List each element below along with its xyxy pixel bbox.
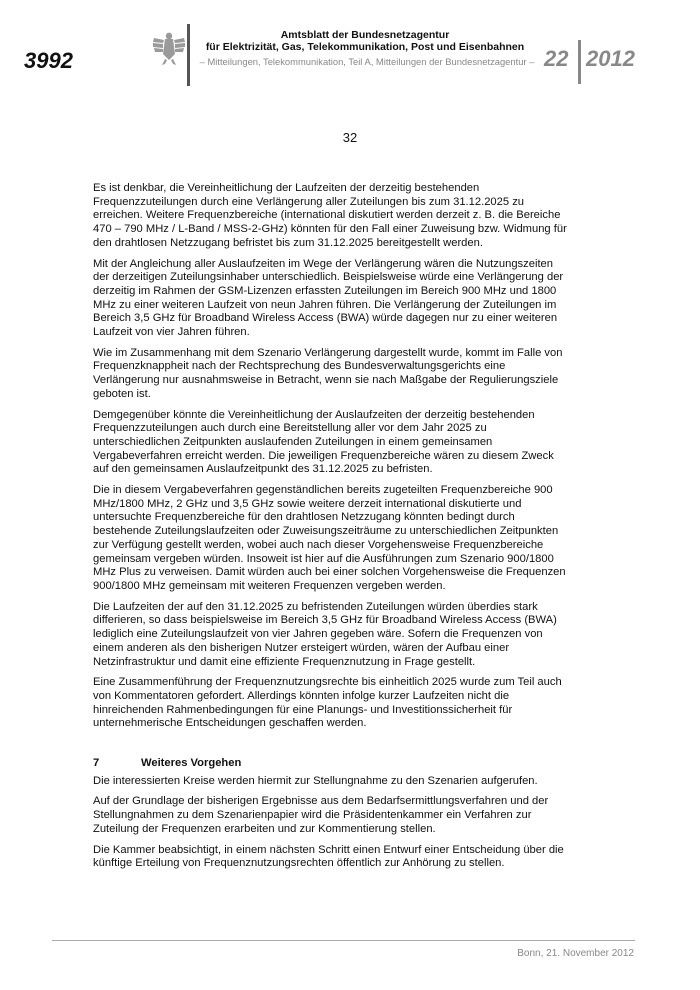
journal-subtitle: für Elektrizität, Gas, Telekommunikation, Post und Eisenbahnen xyxy=(205,41,525,53)
section-title: Weiteres Vorgehen xyxy=(141,757,242,770)
issue-number: 22 xyxy=(544,46,569,71)
issue-divider xyxy=(578,40,581,84)
paragraph: Demgegenüber könnte die Vereinheitlichung der Auslaufzeiten der derzeitig bestehenden Frequenzzuteilungen auch durch eine Bereitstellung aller vor dem Jahr 2025 zu unterschiedlichen Zeitpunkten auslaufenden Zuteilungen in einem gemeinsamen Vergabeverfahren erreicht werden. Die jeweiligen Frequenzbereiche wären zu diesem Zweck auf den gemeinsamen Auslaufzeitpunkt des 31.12.2025 zu befristen. xyxy=(93,408,554,476)
footer-place-date: Bonn, 21. November 2012 xyxy=(517,948,634,959)
document-body xyxy=(93,182,571,878)
paragraph: Auf der Grundlage der bisherigen Ergebnisse aus dem Bedarfsermittlungsverfahren und der Stellungnahmen zu dem Szenarienpapier wird die Präsidentenkammer ein Verfahren zur Zuteilung der Frequenzen erarbeiten und zur Kommentierung stellen. xyxy=(93,795,549,835)
paragraph: Wie im Zusammenhang mit dem Szenario Verlängerung dargestellt wurde, kommt im Falle von Frequenzknappheit nach der Rechtsprechung des Bundesverwaltungsgerichts eine Verlängerung nur ausnahmsweise in Betracht, wenn sie nach Maßgabe der Regulierungsziele geboten ist. xyxy=(93,346,563,400)
document-page-number: 32 xyxy=(342,130,358,145)
paragraph: Eine Zusammenführung der Frequenznutzungsrechte bis einheitlich 2025 wurde zum Teil auch von Kommentatoren gefordert. Allerdings könnten infolge kurzer Laufzeiten nicht die hinreichenden Rahmenbedingungen für eine Planungs- und Investitionssicherheit für unternehmerische Entscheidungen geschaffen werden. xyxy=(93,676,562,730)
issue-year: 2012 xyxy=(586,46,635,71)
journal-section: – Mitteilungen, Telekommunikation, Teil A, Mitteilungen der Bundesnetzagentur – xyxy=(199,56,535,67)
header-divider xyxy=(187,24,190,86)
section-number: 7 xyxy=(93,757,100,770)
federal-eagle-icon xyxy=(152,30,186,66)
paragraph: Die interessierten Kreise werden hiermit zur Stellungnahme zu den Szenarien aufgerufen. xyxy=(93,774,538,787)
paragraph: Es ist denkbar, die Vereinheitlichung der Laufzeiten der derzeitig bestehenden Frequenzzuteilungen durch eine Verlängerung aller Zuteilungen bis zum 31.12.2025 zu erreichen. Weitere Frequenzbereiche (international diskutiert werden derzeit z. B. die Bereiche 470 – 790 MHz / L-Band / MSS-2-GHz) könnten für den Fall einer Zuweisung bzw. Widmung für den drahtlosen Netzzugang befristet bis zum 31.12.2025 bereitgestellt werden. xyxy=(93,182,567,249)
paragraph: Die Laufzeiten der auf den 31.12.2025 zu befristenden Zuteilungen würden überdies stark differieren, so dass beispielsweise im Bereich 3,5 GHz für Broadband Wireless Access (BWA) lediglich eine Zuteilungslaufzeit von vier Jahren gegeben wäre. Sofern die Frequenzen von einem anderen als den bisherigen Nutzer ersteigert würden, wären der Aufbau einer Netzinfrastruktur und damit eine effiziente Frequenznutzung in Frage gestellt. xyxy=(93,600,557,668)
page-header xyxy=(0,0,700,90)
footer-divider xyxy=(52,940,635,941)
journal-title: Amtsblatt der Bundesnetzagentur xyxy=(280,29,450,41)
paragraph: Die in diesem Vergabeverfahren gegenständlichen bereits zugeteilten Frequenzbereiche 900 MHz/1800 MHz, 2 GHz und 3,5 GHz sowie weitere derzeit international diskutierte und untersuchte Frequenzbereiche für den drahtlosen Netzzugang könnten bedingt durch bestehende Zuteilungslaufzeiten oder Zuweisungszeiträume zu unterschiedlichen Zeitpunkten zur Verfügung gestellt werden, wobei auch nach dieser Vorgehensweise Frequenzbereiche gemeinsam vergeben würden. Insoweit ist hier auf die Ausführungen zum Szenario 900/1800 MHz Plus zu verweisen. Damit würden auch bei einer solchen Vorgehensweise die Frequenzen 900/1800 MHz gemeinsam mit weiteren Frequenzen vergeben werden. xyxy=(93,484,566,592)
paragraph: Mit der Angleichung aller Auslaufzeiten im Wege der Verlängerung wären die Nutzungszeiten der derzeitigen Zuteilungsinhaber unterschiedlich. Beispielsweise würde eine Verlängerung der derzeitig im Rahmen der GSM-Lizenzen erfassten Zuteilungen im Bereich 900 MHz und 1800 MHz zu einer weiteren Laufzeit von neun Jahren führen. Die Verlängerung der Zuteilungen im Bereich 3,5 GHz für Broadband Wireless Access (BWA) würde dagegen nur zu einer weiteren Laufzeit von vier Jahren führen. xyxy=(93,257,564,339)
paragraph: Die Kammer beabsichtigt, in einem nächsten Schritt einen Entwurf einer Entscheidung über die künftige Erteilung von Frequenznutzungsrechten öffentlich zur Anhörung zu stellen. xyxy=(93,843,564,870)
page-number: 3992 xyxy=(24,48,73,73)
section-heading xyxy=(93,757,571,771)
